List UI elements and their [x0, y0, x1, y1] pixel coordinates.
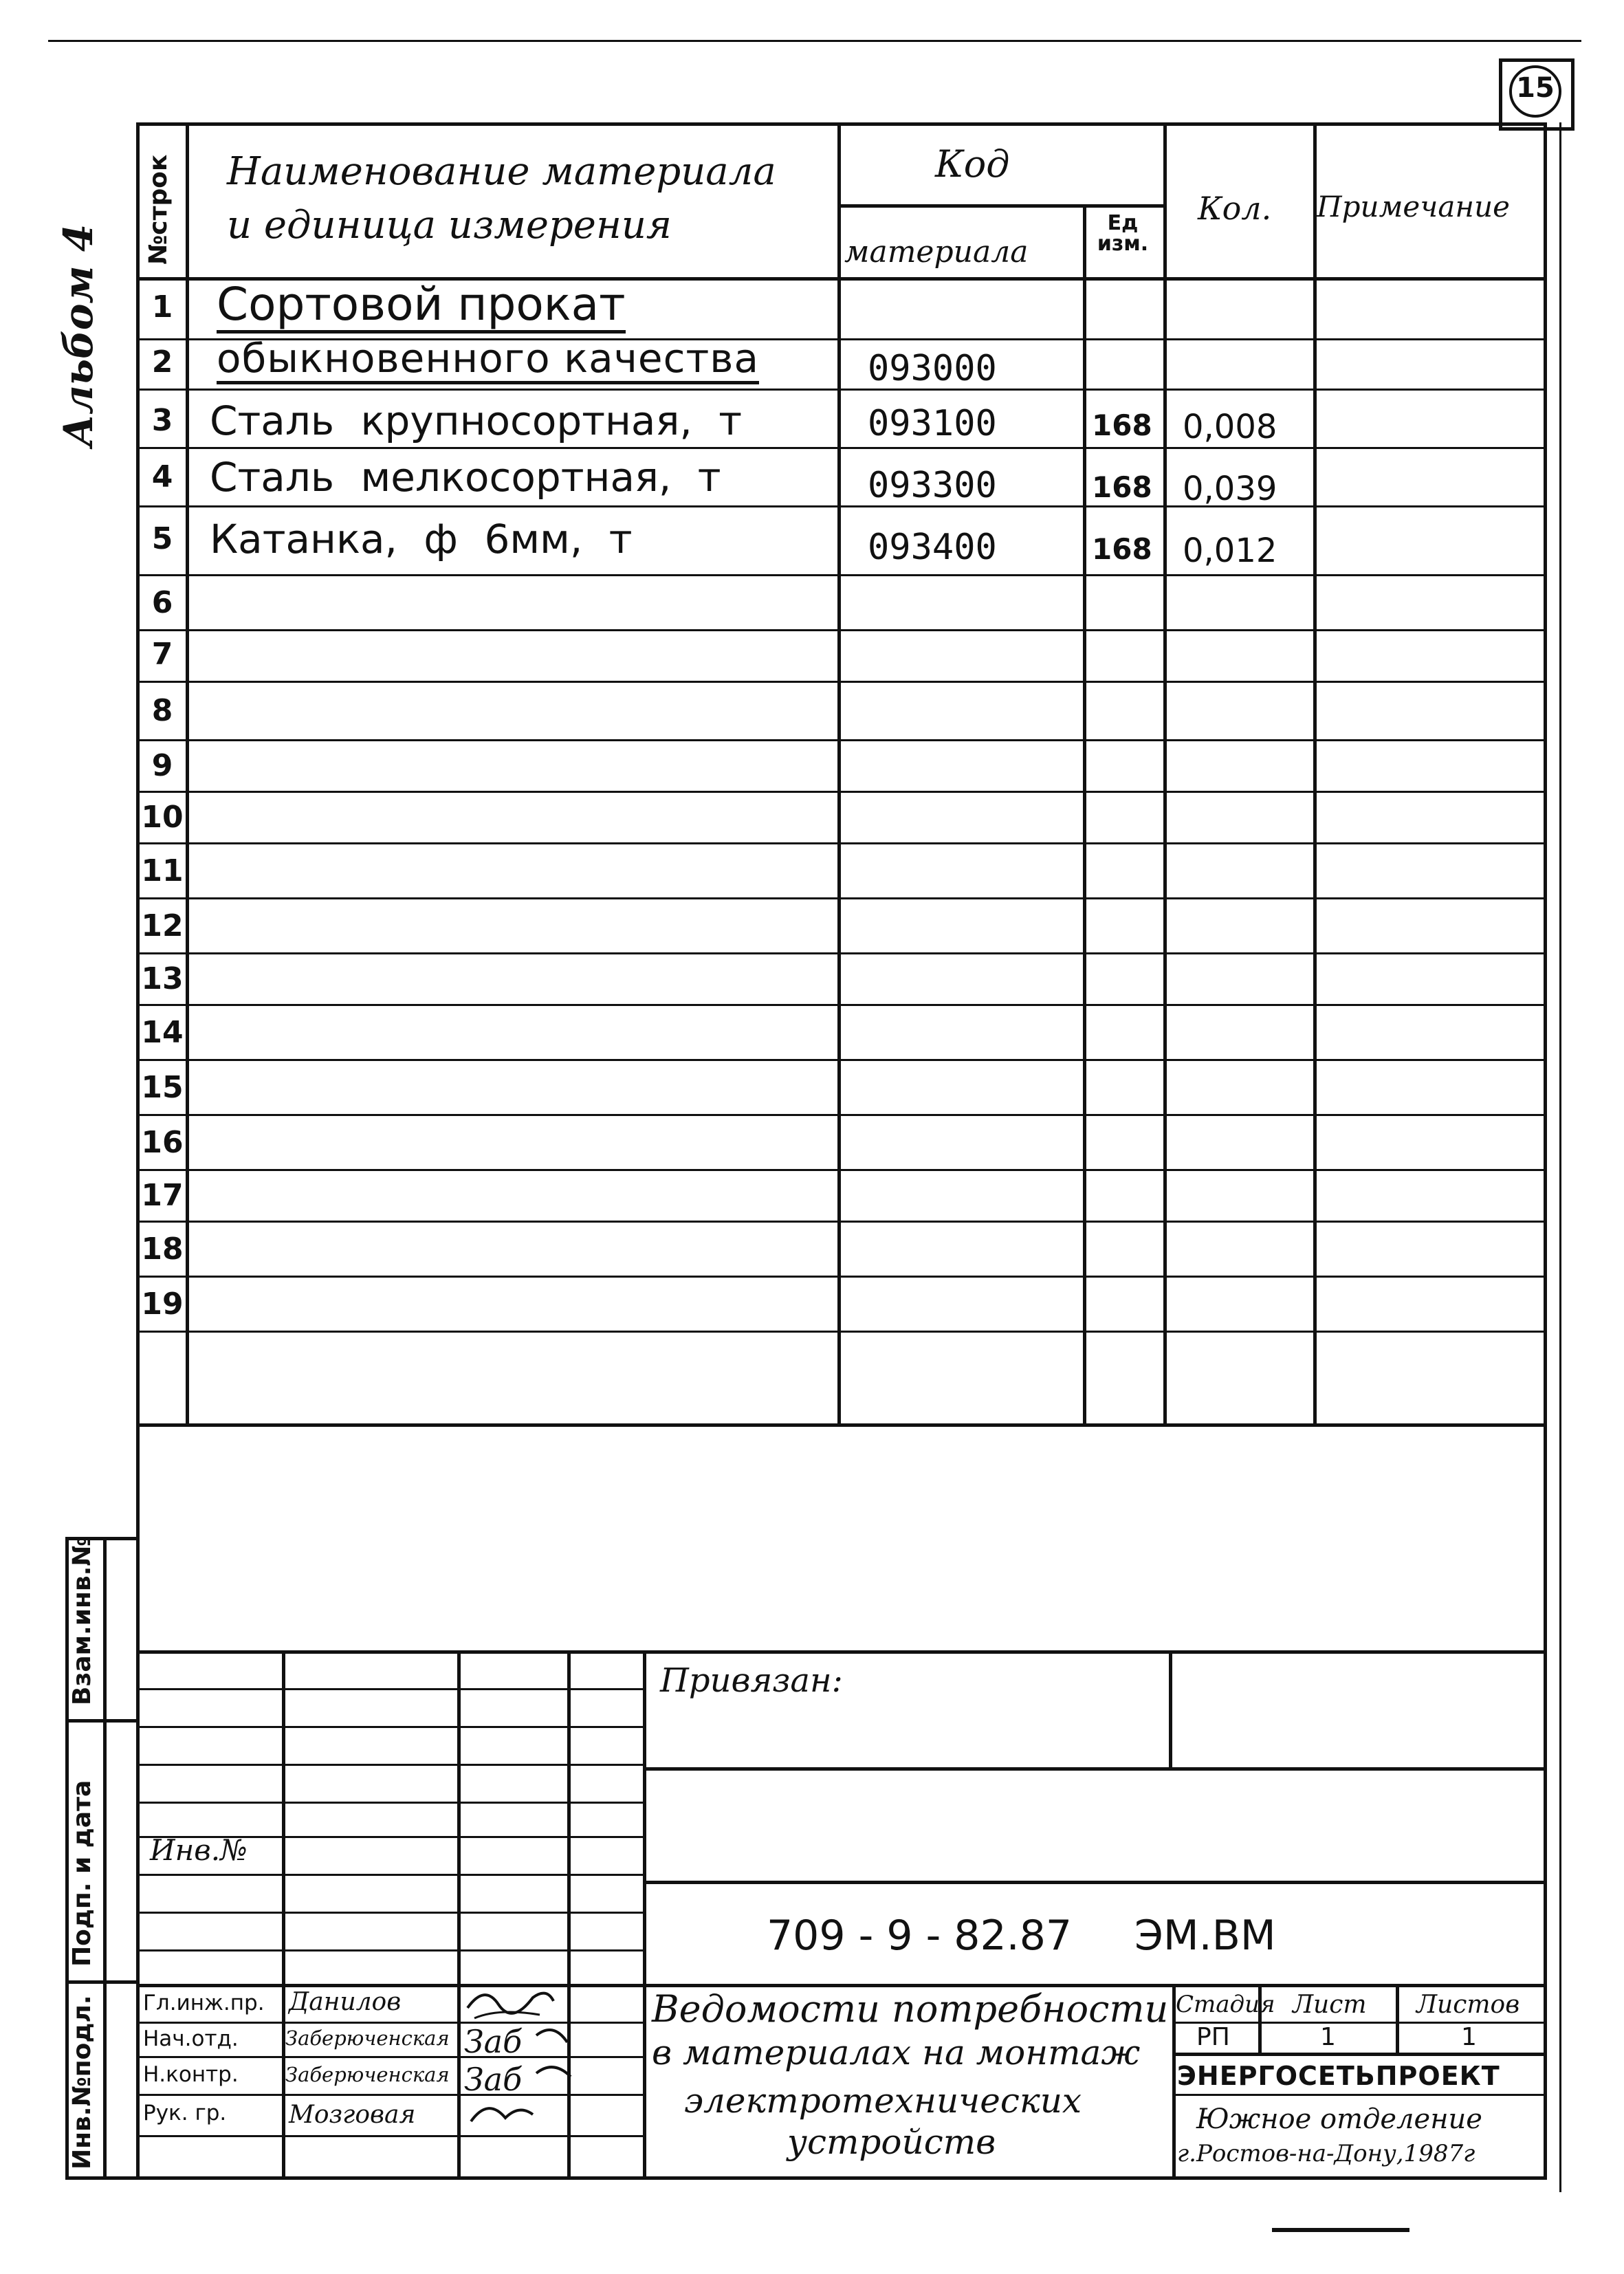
row-qty: 0,039 — [1183, 470, 1277, 508]
col-line-qty — [1163, 122, 1167, 1425]
row-code: 093000 — [868, 348, 997, 389]
row-unit: 168 — [1092, 470, 1152, 504]
row-line — [136, 739, 1546, 741]
tb-sig-row — [136, 1688, 643, 1690]
row-name: Катанка, ф 6мм, т — [210, 516, 633, 562]
top-scan-line — [48, 40, 1581, 42]
row-line — [136, 1331, 1546, 1333]
row-unit: 168 — [1092, 408, 1152, 442]
stage-label: Стадия — [1176, 1991, 1275, 2018]
row-number: 12 — [141, 908, 184, 943]
sheet-label: Лист — [1293, 1991, 1367, 2019]
tb-main-split — [643, 1650, 646, 2178]
col-line-rownum — [186, 122, 189, 1425]
row-number: 8 — [151, 693, 173, 728]
header-code-material: материала — [844, 234, 1029, 270]
stage-value: РП — [1196, 2023, 1230, 2051]
org-dept: Южное отделение — [1196, 2103, 1482, 2135]
stage-row-bottom — [1172, 2053, 1547, 2056]
doc-title-line1: Ведомости потребности — [652, 1987, 1169, 2031]
vzam-inv-label: Взам.инв.№ — [68, 1536, 96, 1705]
tb-privyazan-split — [1169, 1650, 1172, 1767]
row-number: 11 — [141, 853, 184, 888]
bottom-scan-mark — [1272, 2228, 1409, 2232]
row-name: Сталь мелкосортная, т — [210, 454, 721, 501]
row-number: 15 — [141, 1070, 184, 1105]
inv-no-label: Инв.№ — [150, 1833, 248, 1867]
tb-sig-row — [136, 1764, 643, 1766]
row-unit: 168 — [1092, 532, 1152, 566]
table-top-border — [136, 122, 1547, 126]
row-name: Сортовой прокат — [217, 282, 626, 334]
row-number: 16 — [141, 1125, 184, 1160]
doc-mark: ЭМ.ВМ — [1134, 1912, 1276, 1960]
row-line — [136, 629, 1546, 631]
privyazan-label: Привязан: — [660, 1661, 843, 1700]
tb-sig-row — [136, 1802, 643, 1804]
tb-line-code-top — [643, 1881, 1547, 1884]
tb-top — [136, 1650, 1547, 1654]
row-line — [136, 1276, 1546, 1278]
tb-sig-row — [136, 1726, 643, 1728]
org-city: г.Ростов-на-Дону,1987г — [1177, 2140, 1475, 2167]
header-name-line1: Наименование материала — [227, 149, 776, 194]
col-line-note — [1313, 122, 1317, 1425]
row-number: 9 — [151, 748, 173, 783]
row-number: 7 — [151, 637, 173, 672]
header-name-line2: и единица измерения — [227, 203, 672, 248]
sig-role: Гл.инж.пр. — [143, 1991, 265, 2015]
header-code-unit: Ед изм. — [1097, 211, 1149, 256]
row-number: 19 — [141, 1287, 184, 1322]
doc-title-line3: электротехнических — [684, 2081, 1082, 2121]
side-strip-mid — [103, 1537, 107, 2178]
svg-text:Заб: Заб — [464, 2061, 523, 2098]
table-right-border — [1544, 122, 1547, 2178]
sig-role: Н.контр. — [143, 2062, 239, 2087]
row-line — [136, 389, 1546, 391]
inv-podl-label: Инв.№подл. — [68, 1995, 96, 2169]
row-name: Сталь крупносортная, т — [210, 397, 743, 444]
page-number: 15 — [1516, 72, 1555, 104]
tb-sig-row — [136, 1912, 643, 1914]
row-line — [136, 1059, 1546, 1061]
table-left-border — [136, 122, 140, 1511]
table-body-bottom — [136, 1423, 1547, 1427]
row-line — [136, 447, 1546, 449]
stage-col — [1396, 1984, 1399, 2055]
row-number: 1 — [151, 289, 173, 325]
row-number: 18 — [141, 1232, 184, 1267]
sig-name: Мозговая — [289, 2101, 416, 2129]
row-qty: 0,012 — [1183, 532, 1277, 570]
row-line — [136, 505, 1546, 507]
col-line-code — [837, 122, 841, 1425]
doc-title-line2: в материалах на монтаж — [652, 2033, 1141, 2073]
row-line — [136, 574, 1546, 576]
header-row-no: №строк — [144, 154, 173, 265]
table-right-outer-border — [1559, 122, 1561, 2192]
row-number: 5 — [151, 521, 173, 556]
sig-role: Рук. гр. — [143, 2101, 227, 2125]
sig-name: Данилов — [289, 1988, 402, 2016]
row-number: 14 — [141, 1015, 184, 1050]
row-number: 10 — [141, 800, 184, 835]
org-line — [1172, 2094, 1547, 2096]
row-line — [136, 1114, 1546, 1116]
sheets-label: Листов — [1416, 1991, 1520, 2019]
header-code: Код — [935, 142, 1010, 186]
row-number: 17 — [141, 1178, 184, 1213]
sig-role: Нач.отд. — [143, 2026, 239, 2051]
album-label: Альбом 4 — [55, 223, 102, 447]
sig-name: Заберюченская — [285, 2063, 450, 2086]
row-line — [136, 681, 1546, 683]
lower-frame-bottom — [65, 2176, 1547, 2180]
row-number: 2 — [151, 345, 173, 380]
row-line — [136, 952, 1546, 954]
side-strip-line — [65, 1719, 138, 1723]
org-name: ЭНЕРГОСЕТЬПРОЕКТ — [1177, 2061, 1500, 2091]
header-qty: Кол. — [1198, 190, 1272, 227]
doc-title-line4: устройств — [787, 2122, 996, 2162]
tb-line-privyazan — [643, 1767, 1547, 1771]
row-code: 093300 — [868, 465, 997, 506]
header-note: Примечание — [1317, 190, 1510, 223]
row-code: 093100 — [868, 403, 997, 444]
row-line — [136, 1169, 1546, 1171]
row-line — [136, 897, 1546, 899]
svg-text:Заб: Заб — [464, 2023, 523, 2060]
side-strip-line — [65, 1980, 138, 1984]
row-number: 4 — [151, 459, 173, 494]
header-code-split — [837, 204, 1163, 208]
row-line — [136, 842, 1546, 844]
tb-sig-row — [136, 1949, 643, 1952]
row-number: 6 — [151, 585, 173, 620]
tb-sig-row — [136, 1874, 643, 1876]
sheets-value: 1 — [1461, 2023, 1477, 2051]
row-line — [136, 1221, 1546, 1223]
row-name: обыкновенного качества — [217, 338, 759, 384]
signature-marks — [457, 1980, 581, 2139]
row-qty: 0,008 — [1183, 408, 1277, 446]
sheet-value: 1 — [1320, 2023, 1336, 2051]
row-line — [136, 791, 1546, 793]
row-number: 3 — [151, 403, 173, 438]
doc-code: 709 - 9 - 82.87 — [767, 1912, 1073, 1960]
sig-name: Заберюченская — [285, 2026, 450, 2050]
row-line — [136, 1004, 1546, 1006]
tb-sig-col — [282, 1650, 285, 2178]
podp-data-label: Подп. и дата — [68, 1780, 96, 1967]
row-code: 093400 — [868, 527, 997, 568]
row-number: 13 — [141, 961, 184, 996]
